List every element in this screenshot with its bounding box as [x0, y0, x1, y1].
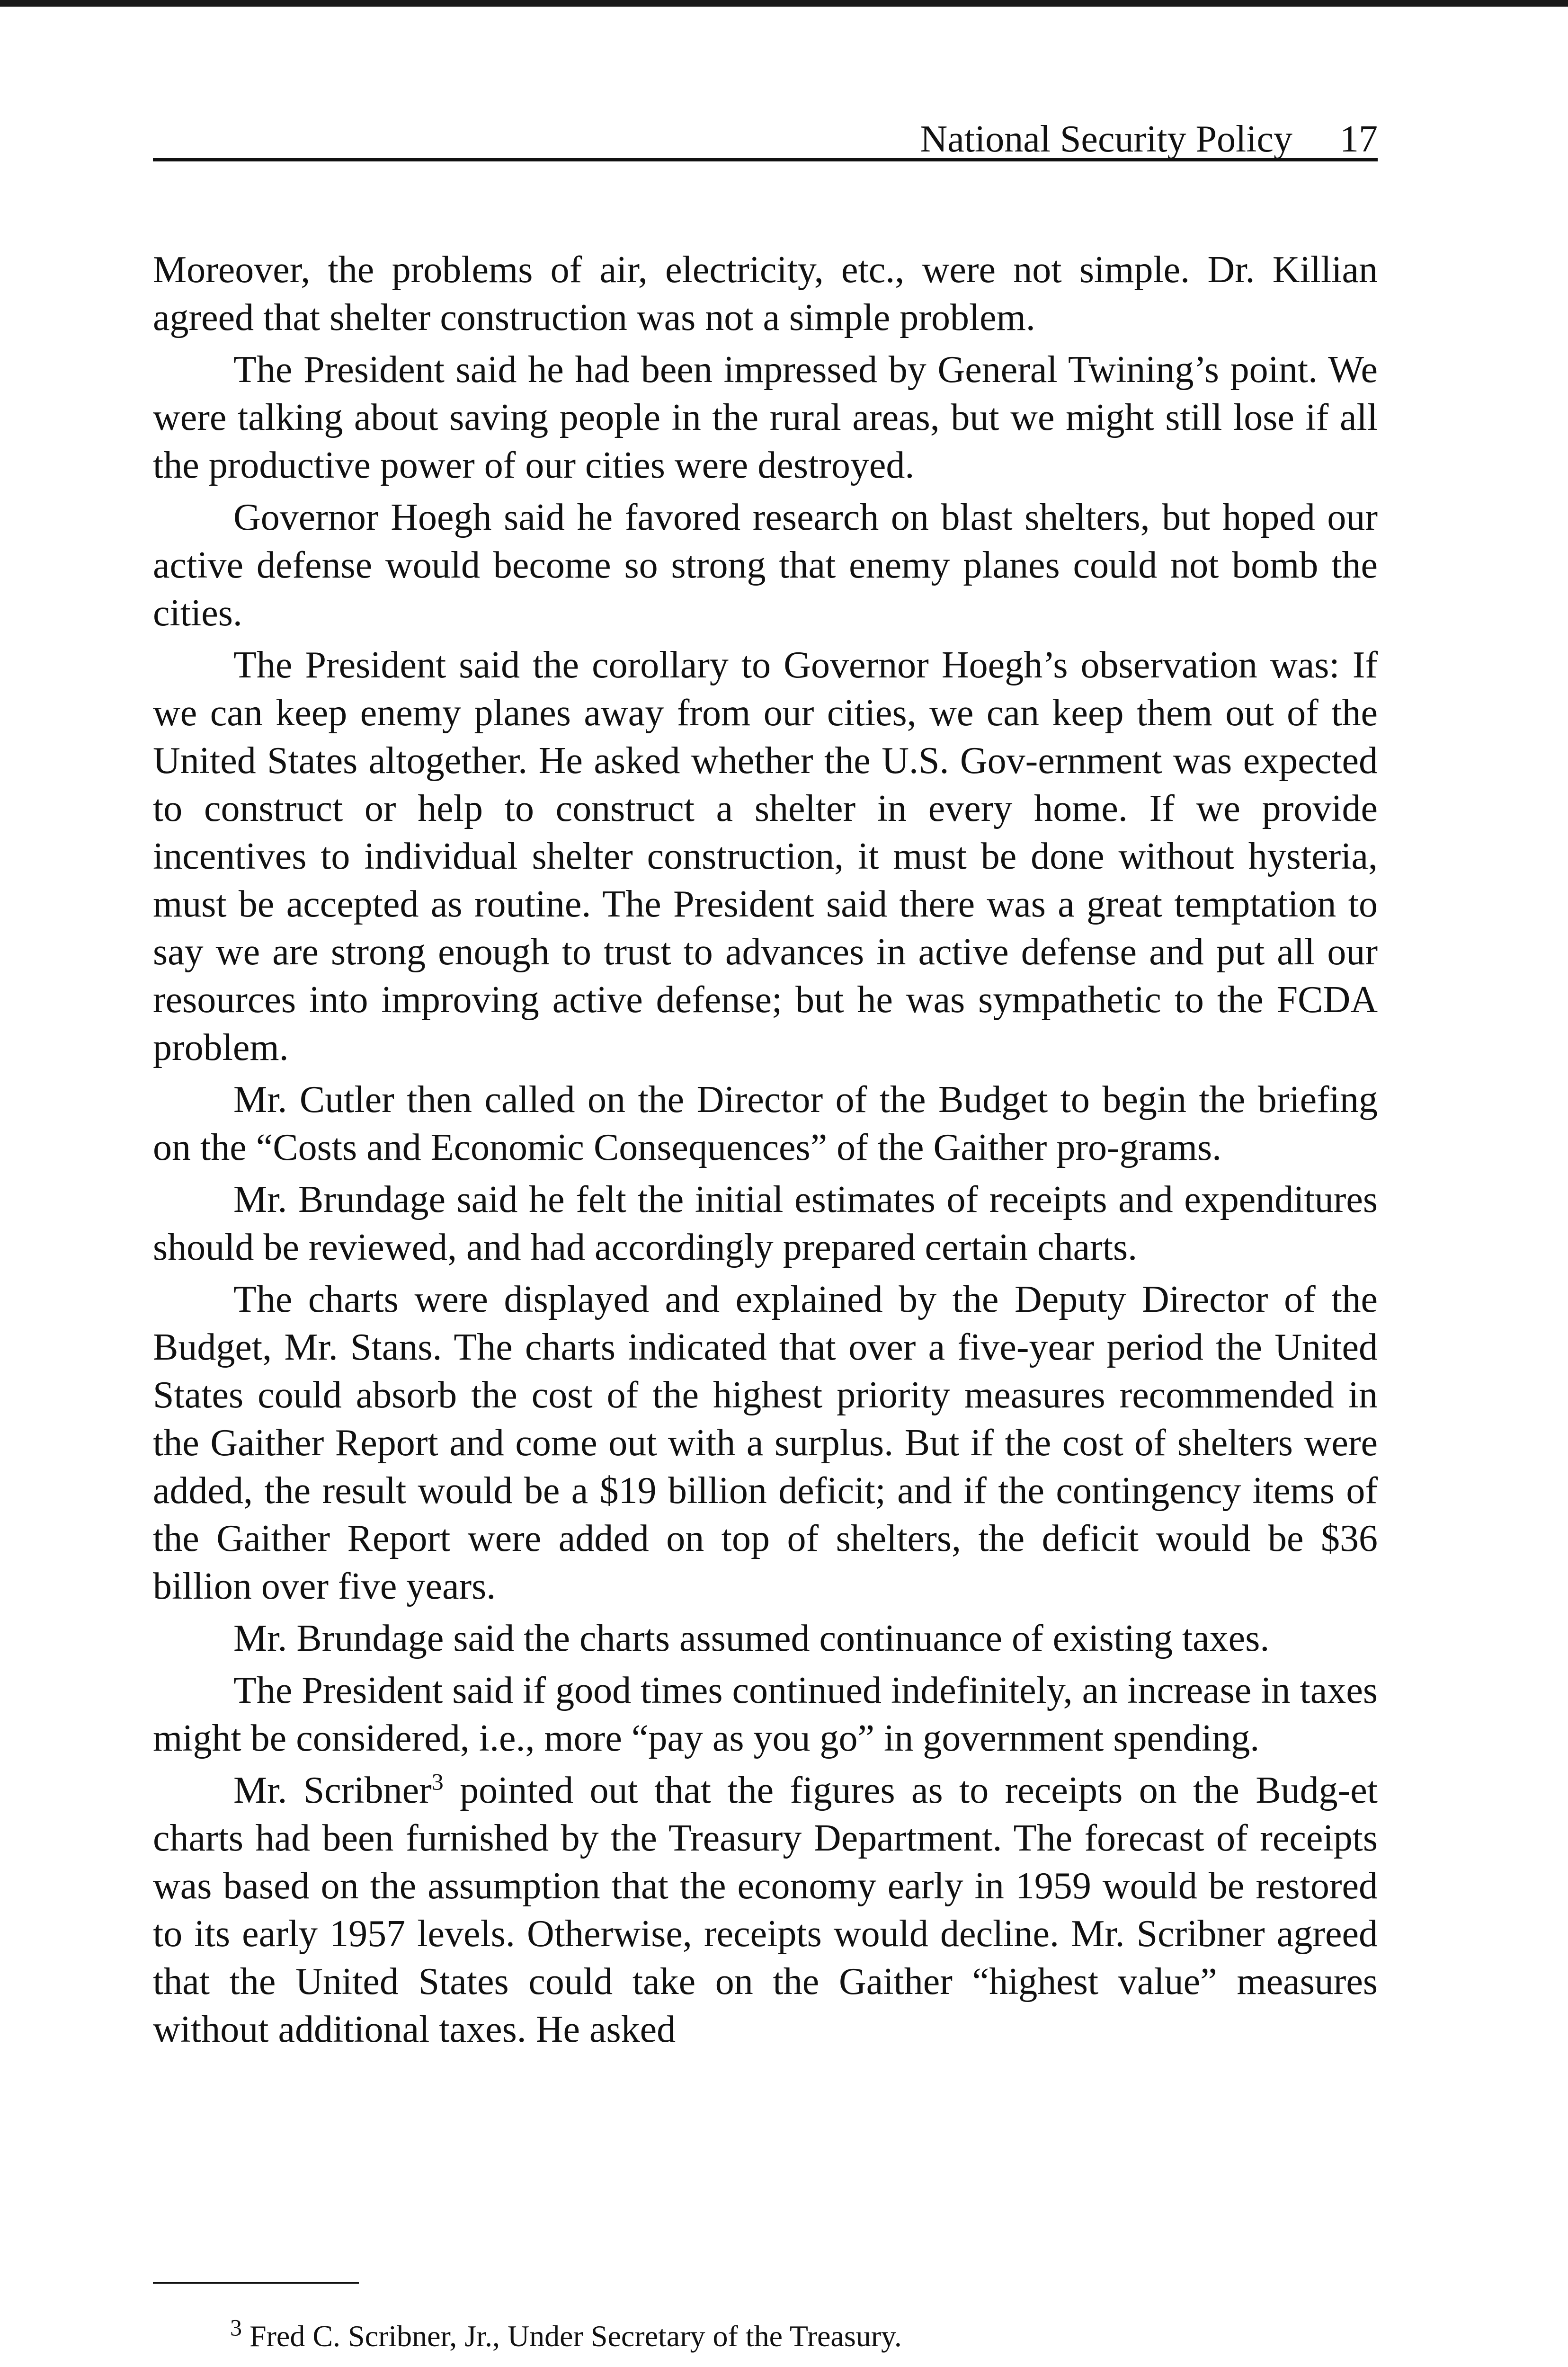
paragraph-lead: Mr. Scribner	[233, 1770, 432, 1811]
paragraph: Mr. Cutler then called on the Director of the Budget to begin the briefing on the “Costs and Economic Consequences” of the Gaither pro-grams.	[153, 1079, 1378, 1168]
footnote	[230, 2314, 902, 2355]
footnote-number: 3	[230, 2314, 242, 2341]
paragraph-with-footnote	[153, 1767, 1378, 2054]
paragraph: The President said he had been impressed by General Twining’s point. We were talking about saving people in the rural areas, but we might still lose if all the productive power of our cities were destroyed.	[153, 349, 1378, 486]
paragraph: The President said the corollary to Governor Hoegh’s observation was: If we can keep enemy planes away from our cities, we can keep them out of the United States altogether. He asked whether the U.S. Gov-ernment was expected to construct or help to construct a shelter in every home. If we provide incentives to individual shelter construction, it must be done without hysteria, must be accepted as routine. The President said there was a great temptation to say we are strong enough to trust to advances in active defense and put all our resources into improving active defense; but he was sympathetic to the FCDA problem.	[153, 644, 1378, 1068]
paragraph: The President said if good times continued indefinitely, an increase in taxes might be considered, i.e., more “pay as you go” in government spending.	[153, 1670, 1378, 1759]
paragraph: Governor Hoegh said he favored research on blast shelters, but hoped our active defense would become so strong that enemy planes could not bomb the cities.	[153, 497, 1378, 634]
paragraph: Mr. Brundage said the charts assumed continuance of existing taxes.	[233, 1618, 1270, 1659]
running-header	[153, 120, 1378, 161]
footnote-divider	[153, 2282, 359, 2284]
section-title: National Security Policy	[920, 118, 1292, 160]
page-number: 17	[1340, 118, 1378, 160]
paragraph-rest: pointed out that the figures as to receipts on the Budg-et charts had been furnished by the Treasury Department. The forecast of receipts was based on the assumption that the economy early in 1959 would be restored to its early 1957 levels. Otherwise, receipts would decline. Mr. Scribner agreed that the United States could take on the Gaither “highest value” measures without additional taxes. He asked	[153, 1770, 1378, 2050]
paragraph: The charts were displayed and explained by the Deputy Director of the Budget, Mr. Stans. The charts indicated that over a five-year period the United States could absorb the cost of the highest priority measures recommended in the Gaither Report and come out with a surplus. But if the cost of shelters were added, the result would be a $19 billion deficit; and if the contingency items of the Gaither Report were added on top of shelters, the deficit would be $36 billion over five years.	[153, 1279, 1378, 1607]
footnote-text: Fred C. Scribner, Jr., Under Secretary of the Treasury.	[242, 2319, 902, 2353]
body-text	[153, 246, 1378, 2058]
page-top-border	[0, 0, 1568, 7]
footnote-reference: 3	[431, 1768, 444, 1795]
paragraph: Moreover, the problems of air, electricity, etc., were not simple. Dr. Killian agreed that shelter construction was not a simple problem.	[153, 249, 1378, 338]
paragraph: Mr. Brundage said he felt the initial estimates of receipts and expenditures should be reviewed, and had accordingly prepared certain charts.	[153, 1179, 1378, 1268]
